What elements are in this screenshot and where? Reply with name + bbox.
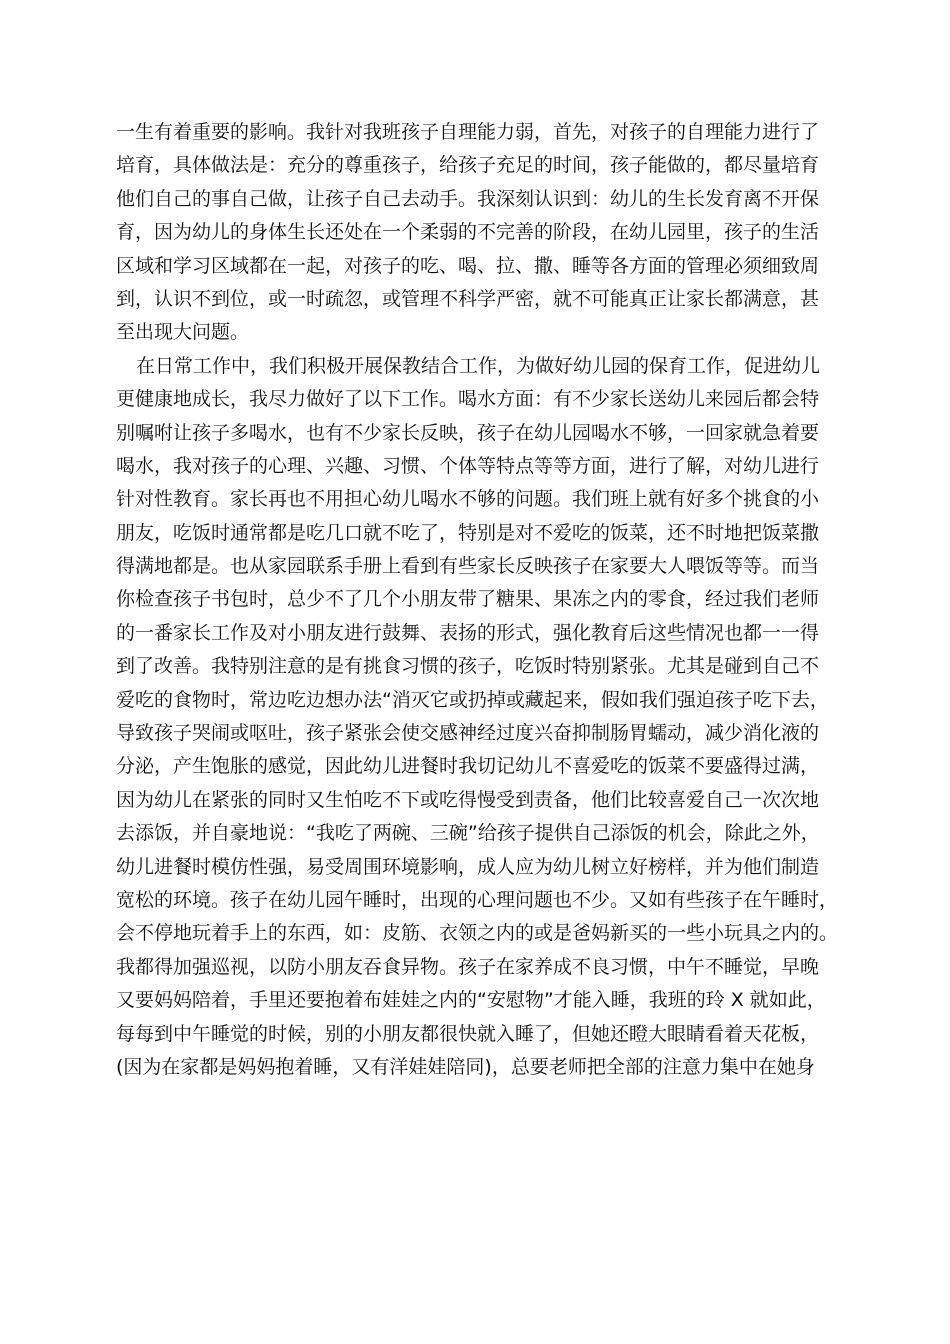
text-line: 爱吃的食物时，常边吃边想办法“消灭它或扔掉或藏起来，假如我们强迫孩子吃下去， <box>116 688 829 711</box>
text-line: 分泌，产生饱胀的感觉，因此幼儿进餐时我切记幼儿不喜爱吃的饭菜不要盛得过满， <box>116 755 820 778</box>
text-line: 朋友，吃饭时通常都是吃几口就不吃了，特别是对不爱吃的饭菜，还不时地把饭菜撒 <box>116 521 820 544</box>
text-line: 又要妈妈陪着，手里还要抱着布娃娃之内的“安慰物”才能入睡，我班的玲 X 就如此， <box>116 989 826 1012</box>
text-line: 因为幼儿在紧张的同时又生怕吃不下或吃得慢受到责备，他们比较喜爱自己一次次地 <box>116 788 820 811</box>
text-line: 得满地都是。也从家园联系手册上看到有些家长反映孩子在家要大人喂饭等等。而当 <box>116 555 820 578</box>
text-line: 更健康地成长，我尽力做好了以下工作。喝水方面：有不少家长送幼儿来园后都会特 <box>116 388 820 411</box>
text-line: 别嘱咐让孩子多喝水，也有不少家长反映，孩子在幼儿园喝水不够，一回家就急着要 <box>116 421 820 444</box>
text-line: 幼儿进餐时模仿性强，易受周围环境影响，成人应为幼儿树立好榜样，并为他们制造 <box>116 855 820 878</box>
text-line: 一生有着重要的影响。我针对我班孩子自理能力弱，首先，对孩子的自理能力进行了 <box>116 121 820 143</box>
text-line: 培育，具体做法是：充分的尊重孩子，给孩子充足的时间，孩子能做的，都尽量培育 <box>116 154 820 177</box>
document-body <box>116 116 846 1084</box>
text-line: 去添饭，并自豪地说：“我吃了两碗、三碗”给孩子提供自己添饭的机会，除此之外， <box>116 822 820 845</box>
text-line: (因为在家都是妈妈抱着睡，又有洋娃娃陪同)，总要老师把全部的注意力集中在她身 <box>116 1055 815 1078</box>
text-line: 每每到中午睡觉的时候，别的小朋友都很快就入睡了，但她还瞪大眼睛看着天花板， <box>116 1022 820 1045</box>
text-line: 到，认识不到位，或一时疏忽，或管理不科学严密，就不可能真正让家长都满意，甚 <box>116 287 820 310</box>
text-line: 导致孩子哭闹或呕吐，孩子紧张会使交感神经过度兴奋抑制肠胃蠕动，减少消化液的 <box>116 722 820 745</box>
text-line: 育，因为幼儿的身体生长还处在一个柔弱的不完善的阶段，在幼儿园里，孩子的生活 <box>116 221 820 244</box>
text-line: 会不停地玩着手上的东西，如：皮筋、衣领之内的或是爸妈新买的一些小玩具之内的。 <box>116 922 839 945</box>
text-line: 至出现大问题。 <box>116 321 250 344</box>
text-line: 你检查孩子书包时，总少不了几个小朋友带了糖果、果冻之内的零食，经过我们老师 <box>116 588 820 611</box>
paragraph-2 <box>116 350 846 1085</box>
text-line: 他们自己的事自己做，让孩子自己去动手。我深刻认识到：幼儿的生长发育离不开保 <box>116 187 820 210</box>
paragraph-1 <box>116 116 846 350</box>
text-line: 宽松的环境。孩子在幼儿园午睡时，出现的心理问题也不少。又如有些孩子在午睡时， <box>116 888 839 911</box>
text-line: 到了改善。我特别注意的是有挑食习惯的孩子，吃饭时特别紧张。尤其是碰到自己不 <box>116 655 820 678</box>
text-line: 的一番家长工作及对小朋友进行鼓舞、表扬的形式，强化教育后这些情况也都一一得 <box>116 621 820 644</box>
text-line: 在日常工作中，我们积极开展保教结合工作，为做好幼儿园的保育工作，促进幼儿 <box>136 354 821 377</box>
text-line: 我都得加强巡视，以防小朋友吞食异物。孩子在家养成不良习惯，中午不睡觉，早晚 <box>116 955 820 978</box>
text-line: 喝水，我对孩子的心理、兴趣、习惯、个体等特点等等方面，进行了解，对幼儿进行 <box>116 454 820 477</box>
text-line: 区域和学习区域都在一起，对孩子的吃、喝、拉、撒、睡等各方面的管理必须细致周 <box>116 254 820 277</box>
text-line: 针对性教育。家长再也不用担心幼儿喝水不够的问题。我们班上就有好多个挑食的小 <box>116 488 820 511</box>
